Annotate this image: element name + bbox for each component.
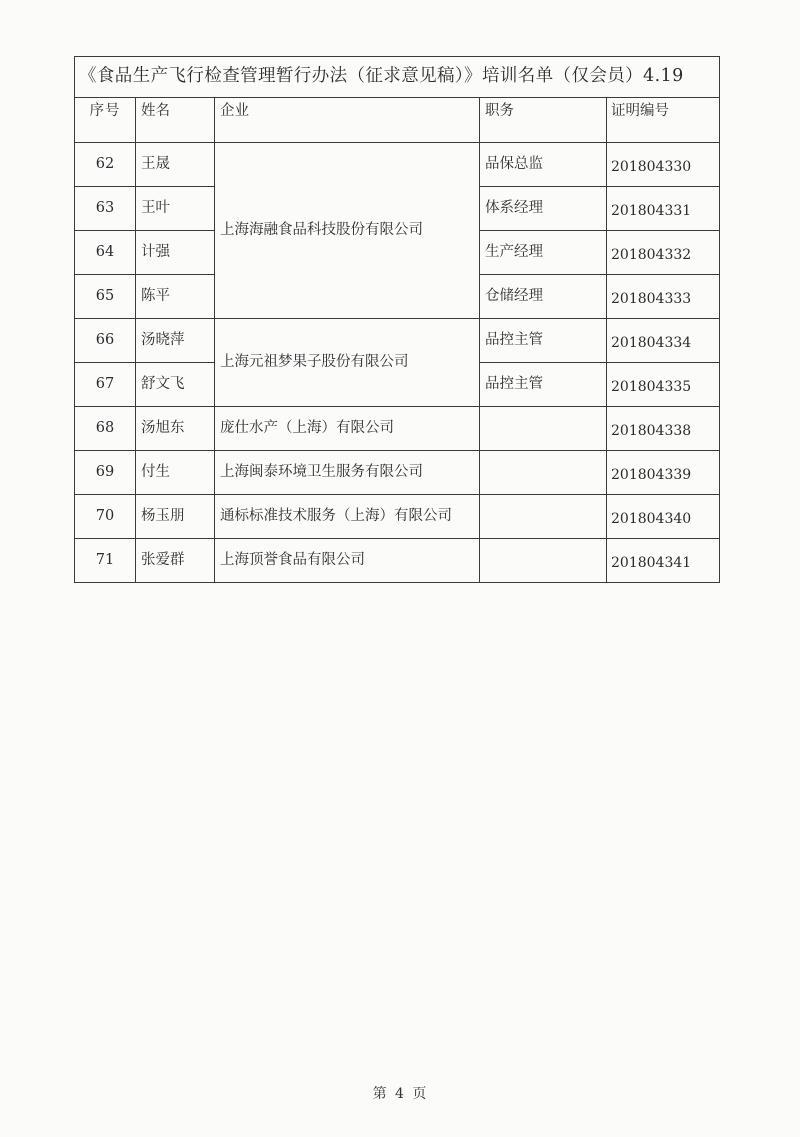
row-cert: 201804339	[607, 451, 720, 495]
header-no: 序号	[75, 98, 136, 143]
header-cert: 证明编号	[607, 98, 720, 143]
header-name: 姓名	[136, 98, 215, 143]
row-no: 70	[75, 495, 136, 539]
page-number-suffix: 页	[412, 1086, 428, 1102]
table-row	[75, 143, 720, 187]
row-no: 68	[75, 407, 136, 451]
row-position: 品控主管	[480, 363, 607, 407]
row-cert: 201804332	[607, 231, 720, 275]
row-no: 63	[75, 187, 136, 231]
row-position: 生产经理	[480, 231, 607, 275]
row-position: 体系经理	[480, 187, 607, 231]
row-cert: 201804341	[607, 539, 720, 583]
row-name: 汤晓萍	[136, 319, 215, 363]
row-company: 通标标准技术服务（上海）有限公司	[215, 495, 480, 539]
row-company: 上海闽泰环境卫生服务有限公司	[215, 451, 480, 495]
merged-company-cell: 上海海融食品科技股份有限公司	[215, 143, 480, 319]
row-name: 汤旭东	[136, 407, 215, 451]
row-no: 62	[75, 143, 136, 187]
table-row	[75, 495, 720, 539]
header-position: 职务	[480, 98, 607, 143]
table-row	[75, 407, 720, 451]
training-roster-table	[74, 56, 720, 583]
header-company: 企业	[215, 98, 480, 143]
page-number-prefix: 第	[372, 1086, 388, 1102]
row-position: 仓储经理	[480, 275, 607, 319]
row-position	[480, 407, 607, 451]
row-name: 王晟	[136, 143, 215, 187]
row-no: 71	[75, 539, 136, 583]
merged-company-cell: 上海元祖梦果子股份有限公司	[215, 319, 480, 407]
row-name: 付生	[136, 451, 215, 495]
row-cert: 201804333	[607, 275, 720, 319]
row-cert: 201804335	[607, 363, 720, 407]
header-row	[75, 98, 720, 143]
row-name: 计强	[136, 231, 215, 275]
row-name: 张爱群	[136, 539, 215, 583]
row-position	[480, 539, 607, 583]
table-row	[75, 451, 720, 495]
row-name: 舒文飞	[136, 363, 215, 407]
row-company: 上海顶誉食品有限公司	[215, 539, 480, 583]
row-position: 品控主管	[480, 319, 607, 363]
row-company: 庞仕水产（上海）有限公司	[215, 407, 480, 451]
row-name: 王叶	[136, 187, 215, 231]
page-number: 4	[395, 1086, 405, 1102]
row-no: 69	[75, 451, 136, 495]
row-position	[480, 451, 607, 495]
row-cert: 201804331	[607, 187, 720, 231]
row-cert: 201804338	[607, 407, 720, 451]
table-row	[75, 319, 720, 363]
row-no: 66	[75, 319, 136, 363]
document-title: 《食品生产飞行检查管理暂行办法（征求意见稿）》培训名单（仅会员）4.19	[75, 57, 720, 98]
row-cert: 201804330	[607, 143, 720, 187]
row-position: 品保总监	[480, 143, 607, 187]
row-no: 64	[75, 231, 136, 275]
row-cert: 201804340	[607, 495, 720, 539]
page-footer	[0, 1083, 800, 1103]
table-row	[75, 539, 720, 583]
row-no: 65	[75, 275, 136, 319]
row-cert: 201804334	[607, 319, 720, 363]
row-name: 陈平	[136, 275, 215, 319]
title-row	[75, 57, 720, 98]
row-position	[480, 495, 607, 539]
row-name: 杨玉朋	[136, 495, 215, 539]
row-no: 67	[75, 363, 136, 407]
